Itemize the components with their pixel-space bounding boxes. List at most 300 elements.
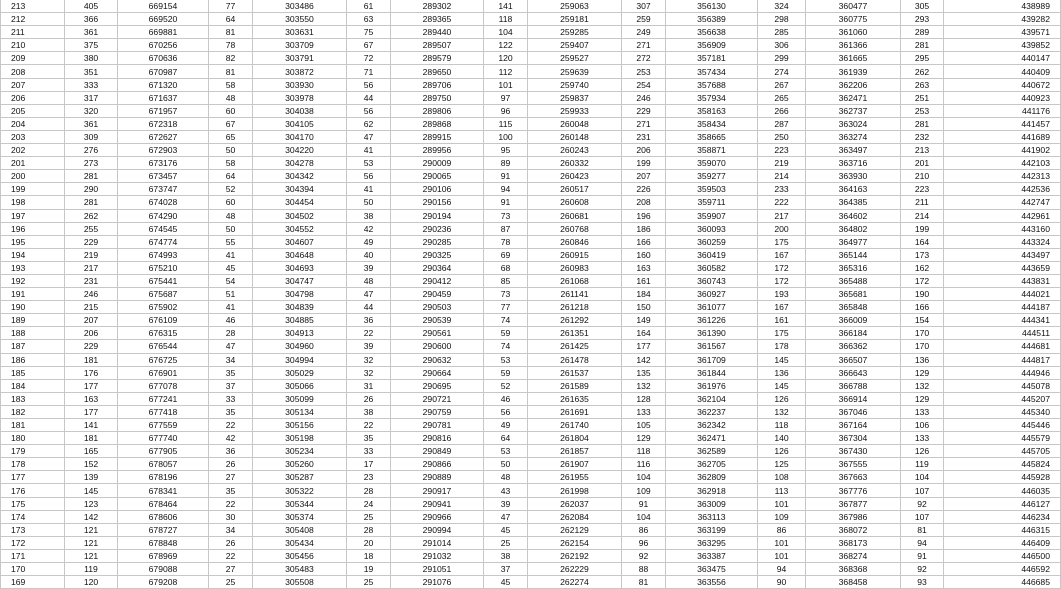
table-cell: 363113: [666, 510, 758, 523]
table-cell: 441902: [944, 144, 1061, 157]
table-cell: 94: [758, 563, 806, 576]
table-cell: 191: [1, 288, 65, 301]
table-cell: 358871: [666, 144, 758, 157]
table-cell: 357181: [666, 52, 758, 65]
table-cell: 365316: [806, 261, 901, 274]
table-cell: 49: [484, 419, 528, 432]
table-cell: 197: [1, 209, 65, 222]
table-cell: 677241: [118, 392, 209, 405]
table-cell: 291076: [391, 576, 484, 589]
table-cell: 670636: [118, 52, 209, 65]
table-cell: 152: [65, 458, 118, 471]
table-cell: 32: [347, 366, 391, 379]
table-cell: 27: [209, 471, 253, 484]
table-cell: 186: [1, 353, 65, 366]
table-cell: 362206: [806, 78, 901, 91]
table-cell: 91: [484, 196, 528, 209]
table-cell: 445078: [944, 379, 1061, 392]
table-cell: 56: [347, 170, 391, 183]
table-row: [1, 536, 1061, 549]
table-cell: 260243: [528, 144, 622, 157]
table-cell: 145: [758, 353, 806, 366]
table-cell: 82: [209, 52, 253, 65]
table-cell: 290889: [391, 471, 484, 484]
table-cell: 443497: [944, 248, 1061, 261]
table-cell: 672903: [118, 144, 209, 157]
table-cell: 35: [209, 484, 253, 497]
table-cell: 262: [65, 209, 118, 222]
table-cell: 38: [347, 209, 391, 222]
table-cell: 261292: [528, 314, 622, 327]
table-cell: 35: [347, 432, 391, 445]
table-cell: 367164: [806, 419, 901, 432]
table-cell: 81: [901, 523, 944, 536]
table-cell: 360093: [666, 222, 758, 235]
table-cell: 362918: [666, 484, 758, 497]
table-cell: 364385: [806, 196, 901, 209]
table-cell: 178: [1, 458, 65, 471]
table-cell: 94: [901, 536, 944, 549]
table-cell: 261425: [528, 340, 622, 353]
table-cell: 47: [209, 340, 253, 353]
table-cell: 74: [484, 314, 528, 327]
table-cell: 361709: [666, 353, 758, 366]
table-cell: 305156: [253, 419, 347, 432]
table-cell: 172: [758, 274, 806, 287]
table-cell: 77: [484, 301, 528, 314]
table-cell: 367776: [806, 484, 901, 497]
table-cell: 195: [1, 235, 65, 248]
table-cell: 363556: [666, 576, 758, 589]
table-cell: 249: [622, 26, 666, 39]
table-cell: 260048: [528, 117, 622, 130]
table-cell: 154: [901, 314, 944, 327]
table-cell: 678606: [118, 510, 209, 523]
table-cell: 363930: [806, 170, 901, 183]
table-cell: 166: [622, 235, 666, 248]
table-cell: 120: [65, 576, 118, 589]
table-cell: 304960: [253, 340, 347, 353]
table-cell: 104: [901, 471, 944, 484]
table-cell: 141: [484, 0, 528, 13]
table-cell: 71: [347, 65, 391, 78]
table-cell: 675210: [118, 261, 209, 274]
table-cell: 669154: [118, 0, 209, 13]
table-cell: 267: [758, 78, 806, 91]
table-cell: 289868: [391, 117, 484, 130]
table-cell: 47: [484, 510, 528, 523]
table-cell: 299: [758, 52, 806, 65]
table-cell: 196: [1, 222, 65, 235]
table-cell: 444946: [944, 366, 1061, 379]
table-cell: 193: [758, 288, 806, 301]
table-cell: 109: [622, 484, 666, 497]
table-cell: 126: [758, 445, 806, 458]
table-cell: 271: [622, 117, 666, 130]
table-row: [1, 497, 1061, 510]
table-cell: 120: [484, 52, 528, 65]
table-cell: 202: [1, 144, 65, 157]
table-cell: 25: [484, 536, 528, 549]
table-cell: 123: [65, 497, 118, 510]
table-cell: 363387: [666, 549, 758, 562]
table-cell: 443324: [944, 235, 1061, 248]
table-cell: 262084: [528, 510, 622, 523]
table-cell: 107: [901, 484, 944, 497]
table-cell: 360419: [666, 248, 758, 261]
table-cell: 211: [1, 26, 65, 39]
table-cell: 442747: [944, 196, 1061, 209]
table-cell: 669520: [118, 13, 209, 26]
table-cell: 259181: [528, 13, 622, 26]
table-row: [1, 288, 1061, 301]
table-cell: 88: [622, 563, 666, 576]
table-cell: 40: [347, 248, 391, 261]
table-cell: 223: [758, 144, 806, 157]
table-cell: 260768: [528, 222, 622, 235]
table-cell: 200: [1, 170, 65, 183]
table-cell: 246: [622, 91, 666, 104]
table-cell: 306: [758, 39, 806, 52]
table-cell: 41: [209, 301, 253, 314]
table-cell: 281: [901, 117, 944, 130]
table-cell: 261218: [528, 301, 622, 314]
table-cell: 360582: [666, 261, 758, 274]
table-cell: 259285: [528, 26, 622, 39]
table-cell: 205: [1, 104, 65, 117]
table-cell: 290664: [391, 366, 484, 379]
table-cell: 320: [65, 104, 118, 117]
table-cell: 199: [901, 222, 944, 235]
table-cell: 104: [622, 471, 666, 484]
table-cell: 368072: [806, 523, 901, 536]
table-cell: 444511: [944, 327, 1061, 340]
table-row: [1, 65, 1061, 78]
table-row: [1, 340, 1061, 353]
table-cell: 171: [1, 549, 65, 562]
table-cell: 62: [347, 117, 391, 130]
table-cell: 365848: [806, 301, 901, 314]
table-cell: 444817: [944, 353, 1061, 366]
table-cell: 60: [209, 196, 253, 209]
table-cell: 37: [209, 379, 253, 392]
table-cell: 53: [347, 157, 391, 170]
table-cell: 81: [209, 26, 253, 39]
table-cell: 261351: [528, 327, 622, 340]
table-cell: 61: [347, 0, 391, 13]
table-cell: 363295: [666, 536, 758, 549]
table-cell: 362737: [806, 104, 901, 117]
table-cell: 304170: [253, 130, 347, 143]
table-cell: 133: [901, 405, 944, 418]
table-row: [1, 0, 1061, 13]
table-cell: 673176: [118, 157, 209, 170]
table-cell: 290781: [391, 419, 484, 432]
table-cell: 179: [1, 445, 65, 458]
table-cell: 58: [209, 78, 253, 91]
table-cell: 64: [209, 170, 253, 183]
table-cell: 444341: [944, 314, 1061, 327]
table-cell: 440672: [944, 78, 1061, 91]
table-cell: 193: [1, 261, 65, 274]
table-cell: 440409: [944, 65, 1061, 78]
table-cell: 304607: [253, 235, 347, 248]
table-cell: 365488: [806, 274, 901, 287]
table-cell: 38: [347, 405, 391, 418]
table-cell: 305134: [253, 405, 347, 418]
table-cell: 259407: [528, 39, 622, 52]
table-row: [1, 314, 1061, 327]
table-cell: 48: [347, 274, 391, 287]
table-cell: 361665: [806, 52, 901, 65]
table-cell: 38: [484, 549, 528, 562]
table-cell: 305508: [253, 576, 347, 589]
table-cell: 440147: [944, 52, 1061, 65]
table-cell: 289750: [391, 91, 484, 104]
table-cell: 289706: [391, 78, 484, 91]
table-cell: 674993: [118, 248, 209, 261]
table-cell: 142: [622, 353, 666, 366]
table-cell: 126: [901, 445, 944, 458]
table-cell: 129: [901, 392, 944, 405]
table-cell: 23: [347, 471, 391, 484]
table-cell: 678464: [118, 497, 209, 510]
table-row: [1, 379, 1061, 392]
table-cell: 36: [209, 445, 253, 458]
table-cell: 366362: [806, 340, 901, 353]
table-cell: 446409: [944, 536, 1061, 549]
table-cell: 677078: [118, 379, 209, 392]
table-cell: 444187: [944, 301, 1061, 314]
table-cell: 304038: [253, 104, 347, 117]
table-cell: 222: [758, 196, 806, 209]
table-cell: 366507: [806, 353, 901, 366]
table-cell: 261998: [528, 484, 622, 497]
table-cell: 259: [622, 13, 666, 26]
table-cell: 446315: [944, 523, 1061, 536]
table-cell: 276: [65, 144, 118, 157]
table-cell: 359070: [666, 157, 758, 170]
table-cell: 229: [622, 104, 666, 117]
table-cell: 305234: [253, 445, 347, 458]
table-cell: 31: [347, 379, 391, 392]
table-cell: 289440: [391, 26, 484, 39]
table-cell: 172: [1, 536, 65, 549]
table-cell: 20: [347, 536, 391, 549]
table-cell: 259837: [528, 91, 622, 104]
table-cell: 262129: [528, 523, 622, 536]
table-cell: 676109: [118, 314, 209, 327]
table-cell: 303872: [253, 65, 347, 78]
table-cell: 357934: [666, 91, 758, 104]
table-cell: 33: [347, 445, 391, 458]
table-cell: 141: [65, 419, 118, 432]
table-cell: 150: [622, 301, 666, 314]
table-cell: 55: [209, 235, 253, 248]
table-cell: 206: [1, 91, 65, 104]
table-cell: 184: [622, 288, 666, 301]
table-cell: 367663: [806, 471, 901, 484]
table-cell: 303709: [253, 39, 347, 52]
table-cell: 113: [758, 484, 806, 497]
table-cell: 46: [484, 392, 528, 405]
table-cell: 229: [65, 235, 118, 248]
table-cell: 136: [901, 353, 944, 366]
table-cell: 446592: [944, 563, 1061, 576]
table-cell: 108: [758, 471, 806, 484]
table-cell: 126: [758, 392, 806, 405]
table-cell: 366: [65, 13, 118, 26]
table-cell: 39: [347, 261, 391, 274]
table-cell: 132: [901, 379, 944, 392]
table-cell: 356130: [666, 0, 758, 13]
table-cell: 291014: [391, 536, 484, 549]
table-cell: 246: [65, 288, 118, 301]
table-cell: 290816: [391, 432, 484, 445]
table-cell: 362809: [666, 471, 758, 484]
table-cell: 262037: [528, 497, 622, 510]
table-cell: 136: [758, 366, 806, 379]
table-cell: 86: [622, 523, 666, 536]
table-cell: 304693: [253, 261, 347, 274]
table-cell: 184: [1, 379, 65, 392]
table-cell: 290009: [391, 157, 484, 170]
table-cell: 115: [484, 117, 528, 130]
table-cell: 177: [622, 340, 666, 353]
table-row: [1, 78, 1061, 91]
table-cell: 317: [65, 91, 118, 104]
table-cell: 304798: [253, 288, 347, 301]
table-cell: 190: [901, 288, 944, 301]
table-cell: 289915: [391, 130, 484, 143]
table-cell: 442103: [944, 157, 1061, 170]
table-cell: 271: [622, 39, 666, 52]
table-cell: 122: [484, 39, 528, 52]
table-cell: 121: [65, 536, 118, 549]
table-cell: 104: [622, 510, 666, 523]
table-cell: 56: [347, 78, 391, 91]
table-cell: 219: [65, 248, 118, 261]
table-cell: 362471: [806, 91, 901, 104]
table-cell: 212: [1, 13, 65, 26]
table-cell: 142: [65, 510, 118, 523]
table-cell: 26: [209, 458, 253, 471]
table-cell: 118: [758, 419, 806, 432]
table-cell: 290325: [391, 248, 484, 261]
table-cell: 133: [622, 405, 666, 418]
table-cell: 204: [1, 117, 65, 130]
table-cell: 274: [758, 65, 806, 78]
table-cell: 290941: [391, 497, 484, 510]
table-cell: 68: [484, 261, 528, 274]
table-cell: 304648: [253, 248, 347, 261]
table-cell: 201: [901, 157, 944, 170]
table-cell: 356638: [666, 26, 758, 39]
table-cell: 445705: [944, 445, 1061, 458]
table-cell: 441457: [944, 117, 1061, 130]
table-cell: 208: [1, 65, 65, 78]
table-row: [1, 274, 1061, 287]
table-cell: 172: [901, 274, 944, 287]
table-cell: 44: [347, 91, 391, 104]
table-cell: 446127: [944, 497, 1061, 510]
table-cell: 363274: [806, 130, 901, 143]
table-cell: 304747: [253, 274, 347, 287]
table-cell: 304220: [253, 144, 347, 157]
table-cell: 50: [209, 222, 253, 235]
table-cell: 304394: [253, 183, 347, 196]
table-cell: 273: [65, 157, 118, 170]
table-cell: 676901: [118, 366, 209, 379]
table-cell: 30: [209, 510, 253, 523]
table-cell: 100: [484, 130, 528, 143]
table-cell: 298: [758, 13, 806, 26]
table-cell: 232: [901, 130, 944, 143]
table-cell: 65: [209, 130, 253, 143]
table-cell: 361567: [666, 340, 758, 353]
table-cell: 289650: [391, 65, 484, 78]
table-cell: 365144: [806, 248, 901, 261]
table-row: [1, 261, 1061, 274]
table-cell: 304839: [253, 301, 347, 314]
table-row: [1, 222, 1061, 235]
table-row: [1, 445, 1061, 458]
table-cell: 39: [484, 497, 528, 510]
table-cell: 78: [484, 235, 528, 248]
table-cell: 190: [1, 301, 65, 314]
table-cell: 174: [1, 510, 65, 523]
table-cell: 206: [65, 327, 118, 340]
table-cell: 45: [209, 261, 253, 274]
table-cell: 95: [484, 144, 528, 157]
table-cell: 281: [65, 170, 118, 183]
table-cell: 361226: [666, 314, 758, 327]
table-cell: 290866: [391, 458, 484, 471]
table-cell: 360477: [806, 0, 901, 13]
table-row: [1, 104, 1061, 117]
table-cell: 52: [484, 379, 528, 392]
table-cell: 367046: [806, 405, 901, 418]
table-cell: 19: [347, 563, 391, 576]
table-cell: 442961: [944, 209, 1061, 222]
table-cell: 183: [1, 392, 65, 405]
table-cell: 305029: [253, 366, 347, 379]
table-cell: 446234: [944, 510, 1061, 523]
table-cell: 361060: [806, 26, 901, 39]
table-cell: 163: [622, 261, 666, 274]
table-cell: 440923: [944, 91, 1061, 104]
table-row: [1, 235, 1061, 248]
table-cell: 75: [347, 26, 391, 39]
table-row: [1, 549, 1061, 562]
table-cell: 69: [484, 248, 528, 261]
table-row: [1, 432, 1061, 445]
table-cell: 361077: [666, 301, 758, 314]
table-cell: 368458: [806, 576, 901, 589]
table-cell: 162: [901, 261, 944, 274]
table-cell: 368368: [806, 563, 901, 576]
table-cell: 678341: [118, 484, 209, 497]
table-cell: 324: [758, 0, 806, 13]
table-cell: 199: [622, 157, 666, 170]
table-cell: 260915: [528, 248, 622, 261]
table-cell: 262274: [528, 576, 622, 589]
table-cell: 17: [347, 458, 391, 471]
table-cell: 362589: [666, 445, 758, 458]
table-cell: 94: [484, 183, 528, 196]
table-cell: 289507: [391, 39, 484, 52]
table-cell: 118: [622, 445, 666, 458]
